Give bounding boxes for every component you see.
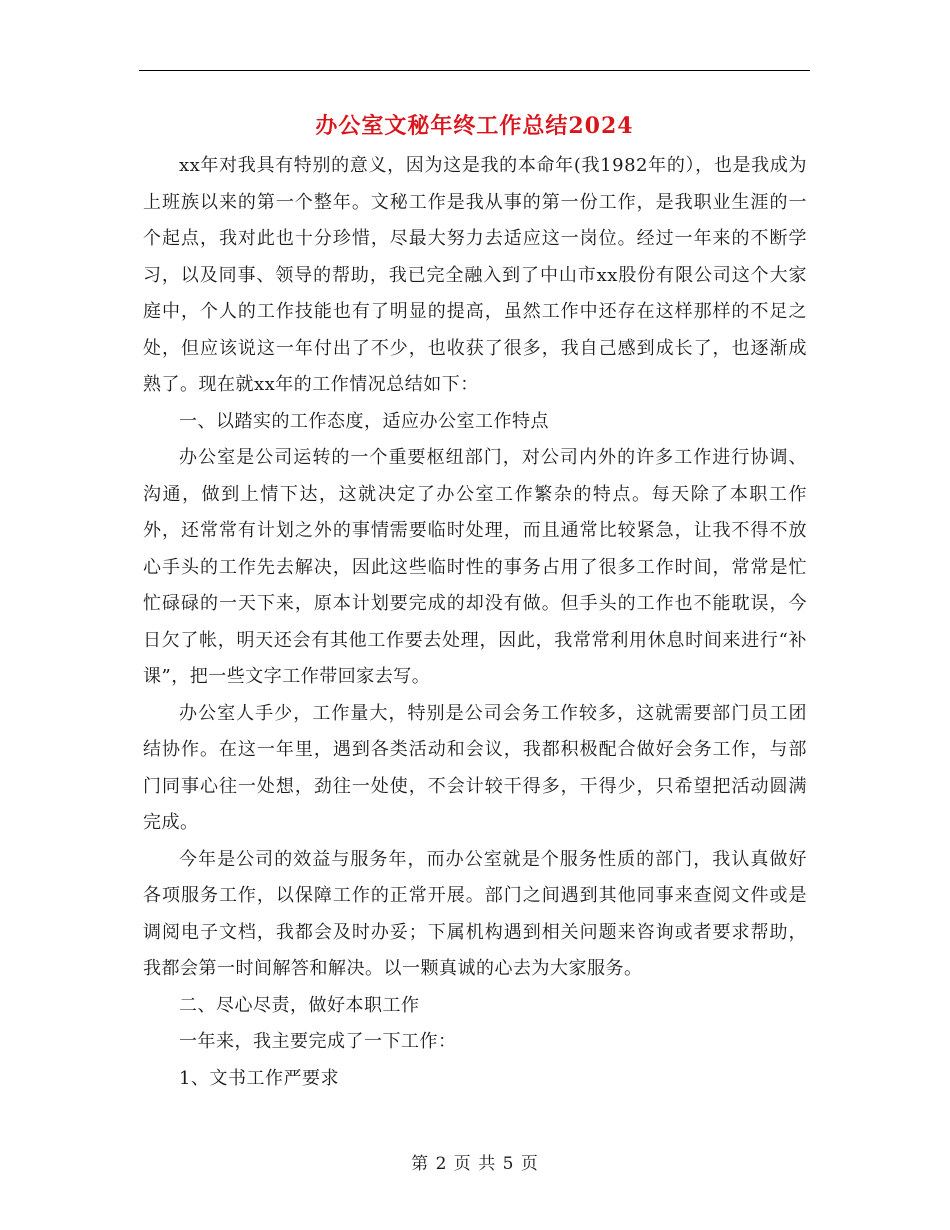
subheading-1: 1、文书工作严要求	[179, 1067, 339, 1089]
paragraph-office-nature: 办公室是公司运转的一个重要枢纽部门，对公司内外的许多工作进行协调、沟通，做到上情下达，这就决定了办公室工作繁杂的特点。每天除了本职工作外，还常常有计划之外的事情需要临时处理，而且通常比较紧急，让我不得不放心手头的工作先去解决，因此这些临时性的事务占用了很多工作时间，常常是忙忙碌碌的一天下来，原本计划要完成的却没有做。但手头的工作也不能耽误，今日欠了帐，明天还会有其他工作要去处理，因此，我常常利用休息时间来进行“补课”，把一些文字工作带回家去写。	[143, 447, 807, 687]
page-number: 第 2 页 共 5 页	[411, 1154, 539, 1174]
document-title: 办公室文秘年终工作总结2024	[315, 113, 634, 139]
section-heading-1: 一、以踏实的工作态度，适应办公室工作特点	[179, 410, 549, 432]
paragraph-work-list-intro: 一年来，我主要完成了一下工作：	[179, 1031, 457, 1052]
paragraph-intro: xx年对我具有特别的意义，因为这是我的本命年(我1982年的），也是我成为上班族以来的第一个整年。文秘工作是我从事的第一份工作，是我职业生涯的一个起点，我对此也十分珍惜，尽最大努力去适应这一岗位。经过一年来的不断学习，以及同事、领导的帮助，我已完全融入到了中山市xx股份有限公司这个大家庭中，个人的工作技能也有了明显的提高，虽然工作中还存在这样那样的不足之处，但应该说这一年付出了不少，也收获了很多，我自己感到成长了，也逐渐成熟了。现在就xx年的工作情况总结如下：	[143, 155, 807, 395]
document-body	[143, 148, 807, 1097]
section-heading-2: 二、尽心尽责，做好本职工作	[179, 994, 420, 1016]
paragraph-teamwork: 办公室人手少，工作量大，特别是公司会务工作较多，这就需要部门员工团结协作。在这一年里，遇到各类活动和会议，我都积极配合做好会务工作，与部门同事心往一处想，劲往一处使，不会计较干得多，干得少，只希望把活动圆满完成。	[143, 702, 807, 833]
paragraph-service: 今年是公司的效益与服务年，而办公室就是个服务性质的部门，我认真做好各项服务工作，以保障工作的正常开展。部门之间遇到其他同事来查阅文件或是调阅电子文档，我都会及时办妥；下属机构遇到相关问题来咨询或者要求帮助，我都会第一时间解答和解决。以一颗真诚的心去为大家服务。	[143, 848, 807, 979]
header-rule	[139, 70, 810, 71]
